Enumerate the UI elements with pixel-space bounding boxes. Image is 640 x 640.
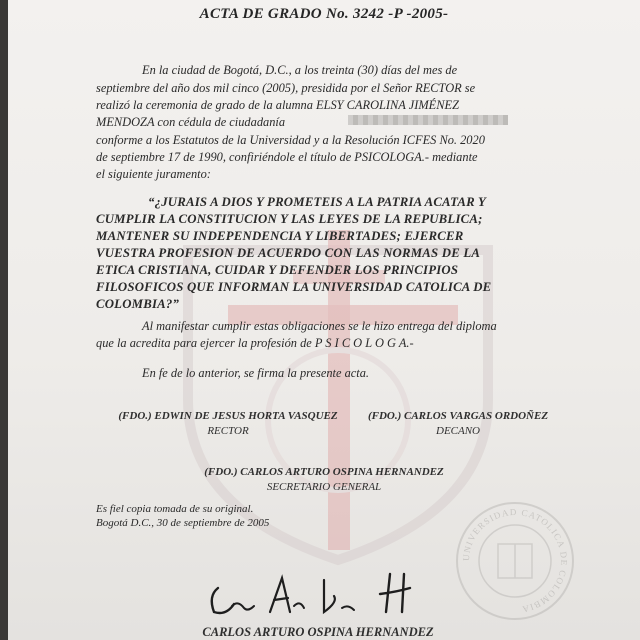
- intro-line-1: En la ciudad de Bogotá, D.C., a los treinta (30) días del mes de: [142, 63, 458, 77]
- oath-line: “¿JURAIS A DIOS Y PROMETEIS A LA PATRIA ACATAR Y: [148, 195, 487, 209]
- university-seal-icon: [454, 500, 576, 622]
- intro-line-5: conforme a los Estatutos de la Universidad y a la Resolución ICFES No. 2020: [96, 133, 485, 147]
- handwritten-signature: [204, 566, 424, 620]
- diploma-line-1: Al manifestar cumplir estas obligaciones se le hizo entrega del diploma: [142, 319, 497, 333]
- intro-line-2: septiembre del año dos mil cinco (2005), presidida por el Señor RECTOR se: [96, 81, 476, 95]
- rector-title: RECTOR: [207, 425, 249, 437]
- copy-note-line-1: Es fiel copia tomada de su original.: [96, 503, 254, 515]
- intro-line-7: el siguiente juramento:: [96, 167, 211, 181]
- rector-signature-name: (FDO.) EDWIN DE JESUS HORTA VASQUEZ: [118, 410, 338, 422]
- oath-line: FILOSOFICOS QUE INFORMAN LA UNIVERSIDAD CATOLICA DE: [96, 280, 492, 294]
- closing-statement: En fe de lo anterior, se firma la presente acta.: [142, 366, 370, 380]
- intro-line-4: MENDOZA con cédula de ciudadanía: [96, 115, 286, 129]
- oath-line: COLOMBIA?”: [96, 297, 180, 311]
- document-page: [8, 0, 640, 640]
- dean-title: DECANO: [436, 425, 480, 437]
- oath-line: MANTENER SU INDEPENDENCIA Y LIBERTADES; EJERCER: [96, 229, 464, 243]
- secretary-title: SECRETARIO GENERAL: [266, 481, 382, 493]
- intro-line-3: realizó la ceremonia de grado de la alumna ELSY CAROLINA JIMÉNEZ: [96, 98, 459, 112]
- oath-line: CUMPLIR LA CONSTITUCION Y LAS LEYES DE LA REPUBLICA;: [96, 212, 483, 226]
- redacted-id-number: [348, 115, 508, 125]
- seal-text: UNIVERSIDAD CATOLICA DE COLOMBIA: [460, 506, 570, 615]
- secretary-signature-name: (FDO.) CARLOS ARTURO OSPINA HERNANDEZ: [204, 466, 444, 478]
- document-title: ACTA DE GRADO No. 3242 -P -2005-: [199, 6, 449, 22]
- dean-signature-name: (FDO.) CARLOS VARGAS ORDOÑEZ: [367, 410, 549, 422]
- signatory-printed-name: CARLOS ARTURO OSPINA HERNANDEZ: [202, 625, 434, 639]
- diploma-line-2: que la acredita para ejercer la profesión de P S I C O L O G A.-: [96, 336, 414, 350]
- copy-note-date: Bogotá D.C., 30 de septiembre de 2005: [96, 517, 270, 529]
- intro-line-6: de septiembre 17 de 1990, confiriéndole el título de PSICOLOGA.- mediante: [96, 150, 478, 164]
- oath-line: VUESTRA PROFESION DE ACUERDO CON LAS NORMAS DE LA: [96, 246, 481, 260]
- oath-line: ETICA CRISTIANA, CUIDAR Y DEFENDER LOS PRINCIPIOS: [96, 263, 459, 277]
